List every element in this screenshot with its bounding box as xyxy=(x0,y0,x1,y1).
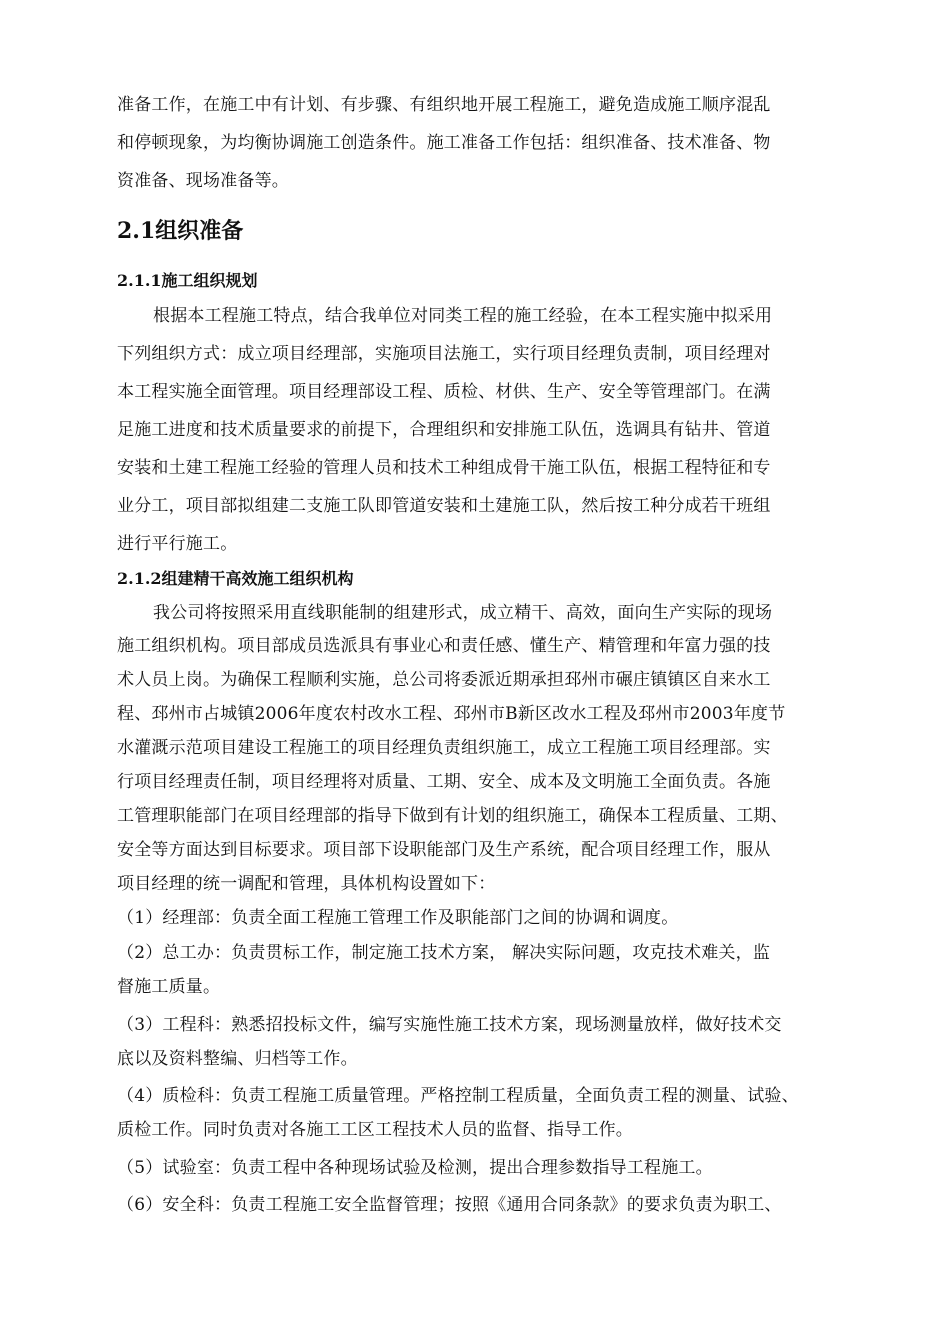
list-item: （1）经理部：负责全面工程施工管理工作及职能部门之间的协调和调度。 xyxy=(117,908,679,928)
paragraph-line: 工管理职能部门在项目经理部的指导下做到有计划的组织施工，确保本工程质量、工期、 xyxy=(117,806,788,826)
paragraph-line: 业分工，项目部拟组建二支施工队即管道安装和土建施工队，然后按工种分成若干班组 xyxy=(117,496,771,516)
paragraph-line: 项目经理的统一调配和管理，具体机构设置如下： xyxy=(117,874,496,894)
paragraph-line: 施工组织机构。项目部成员选派具有事业心和责任感、懂生产、精管理和年富力强的技 xyxy=(117,636,771,656)
paragraph-line: 下列组织方式：成立项目经理部，实施项目法施工，实行项目经理负责制，项目经理对 xyxy=(117,344,771,364)
subsection-heading: 2.1.1施工组织规划 xyxy=(117,271,258,290)
list-item: （2）总工办：负责贯标工作，制定施工技术方案， 解决实际问题，攻克技术难关，监 xyxy=(117,943,771,963)
paragraph-line: 行项目经理责任制，项目经理将对质量、工期、安全、成本及文明施工全面负责。各施 xyxy=(117,772,771,792)
paragraph-line: 我公司将按照采用直线职能制的组建形式，成立精干、高效，面向生产实际的现场 xyxy=(153,603,773,623)
list-item: 督施工质量。 xyxy=(117,977,221,997)
subsection-heading: 2.1.2组建精干高效施工组织机构 xyxy=(117,569,354,588)
paragraph-line: 安全等方面达到目标要求。项目部下设职能部门及生产系统，配合项目经理工作，服从 xyxy=(117,840,771,860)
paragraph-line: 术人员上岗。为确保工程顺利实施，总公司将委派近期承担邳州市碾庄镇镇区自来水工 xyxy=(117,670,771,690)
intro-line: 准备工作，在施工中有计划、有步骤、有组织地开展工程施工，避免造成施工顺序混乱 xyxy=(117,95,771,115)
list-item: （3）工程科：熟悉招投标文件，编写实施性施工技术方案，现场测量放样，做好技术交 xyxy=(117,1015,782,1035)
list-item: 底以及资料整编、归档等工作。 xyxy=(117,1049,358,1069)
paragraph-line: 程、邳州市占城镇2006年度农村改水工程、邳州市B新区改水工程及邳州市2003年度节 xyxy=(117,704,786,724)
list-item: （4）质检科：负责工程施工质量管理。严格控制工程质量，全面负责工程的测量、试验、 xyxy=(117,1086,799,1106)
paragraph-line: 进行平行施工。 xyxy=(117,534,238,554)
intro-line: 和停顿现象，为均衡协调施工创造条件。施工准备工作包括：组织准备、技术准备、物 xyxy=(117,133,771,153)
section-heading: 2.1组织准备 xyxy=(117,218,244,244)
paragraph-line: 安装和土建工程施工经验的管理人员和技术工种组成骨干施工队伍，根据工程特征和专 xyxy=(117,458,771,478)
paragraph-line: 水灌溉示范项目建设工程施工的项目经理负责组织施工，成立工程施工项目经理部。实 xyxy=(117,738,771,758)
list-item: 质检工作。同时负责对各施工工区工程技术人员的监督、指导工作。 xyxy=(117,1120,633,1140)
paragraph-line: 本工程实施全面管理。项目经理部设工程、质检、材供、生产、安全等管理部门。在满 xyxy=(117,382,771,402)
list-item: （5）试验室：负责工程中各种现场试验及检测，提出合理参数指导工程施工。 xyxy=(117,1158,713,1178)
paragraph-line: 根据本工程施工特点，结合我单位对同类工程的施工经验，在本工程实施中拟采用 xyxy=(153,306,773,326)
list-item: （6）安全科：负责工程施工安全监督管理；按照《通用合同条款》的要求负责为职工、 xyxy=(117,1195,782,1215)
paragraph-line: 足施工进度和技术质量要求的前提下，合理组织和安排施工队伍，选调具有钻井、管道 xyxy=(117,420,771,440)
intro-line: 资准备、现场准备等。 xyxy=(117,171,289,191)
